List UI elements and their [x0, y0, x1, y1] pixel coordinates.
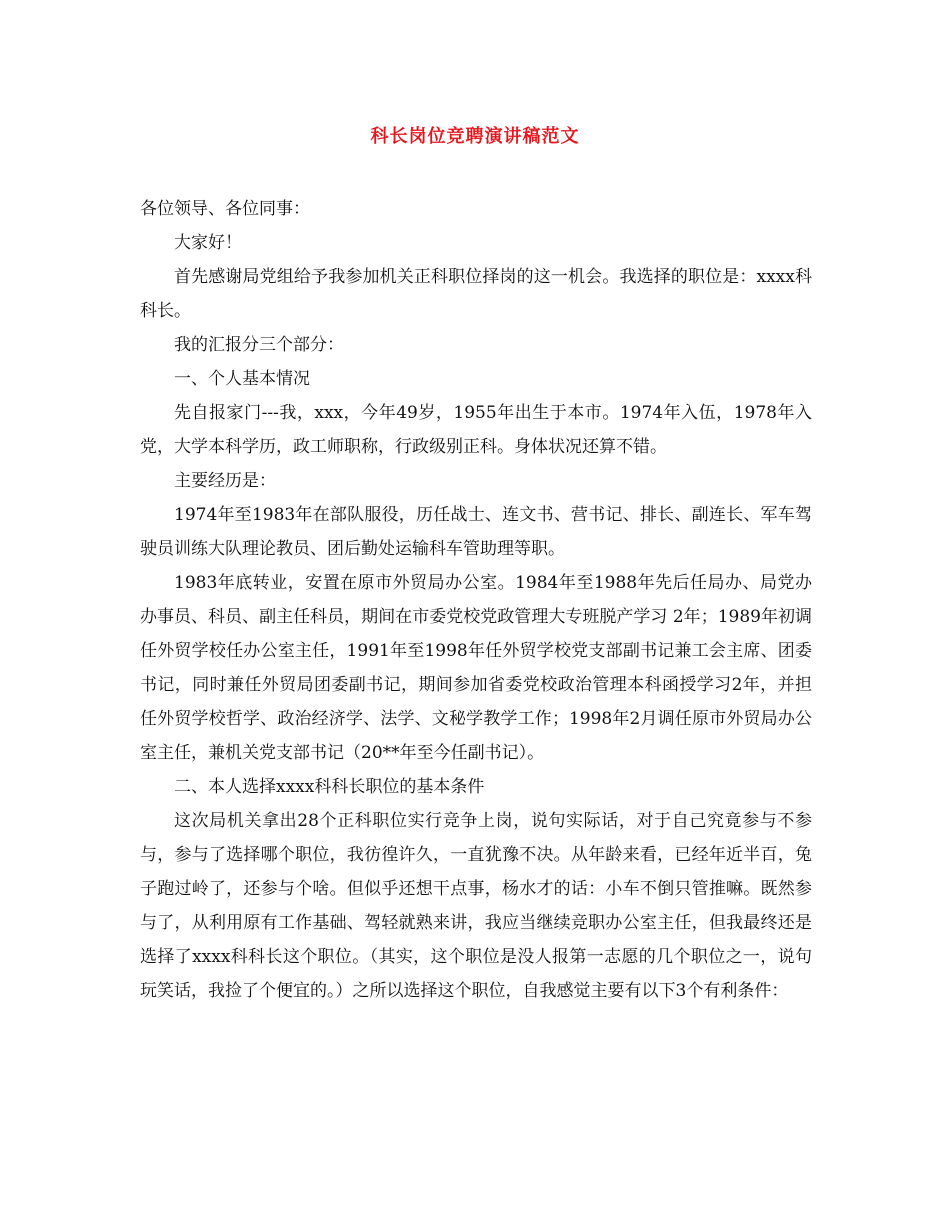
document-title: 科长岗位竞聘演讲稿范文 [370, 126, 580, 147]
paragraph: 主要经历是： [174, 471, 276, 491]
paragraph: 首先感谢局党组给予我参加机关正科职位择岗的这一机会。我选择的职位是：xxxx科科长。 [140, 267, 812, 321]
paragraph: 1974年至1983年在部队服役，历任战士、连文书、营书记、排长、副连长、军车驾驶员训练大队理论教员、团后勤处运输科车管助理等职。 [140, 505, 812, 559]
salutation: 各位领导、各位同事： [140, 199, 310, 219]
paragraph: 1983年底转业，安置在原市外贸局办公室。1984年至1988年先后任局办、局党办办事员、科员、副主任科员，期间在市委党校党政管理大专班脱产学习 2年；1989年初调任外贸学校任办公室主任，1991年至1998年任外贸学校党支部副书记兼工会主席、团委书记，同时兼任外贸局团委副书记，期间参加省委党校政治管理本科函授学习2年，并担任外贸学校哲学、政治经济学、法学、文秘学教学工作；1998年2月调任原市外贸局办公室主任，兼机关党支部书记（20**年至今任副书记）。 [140, 573, 812, 763]
document-body [140, 192, 812, 1008]
section-heading: 一、个人基本情况 [174, 369, 310, 389]
paragraph: 这次局机关拿出28个正科职位实行竞争上岗，说句实际话，对于自己究竟参与不参与，参与了选择哪个职位，我彷徨许久，一直犹豫不决。从年龄来看，已经年近半百，兔子跑过岭了，还参与个啥。但似乎还想干点事，杨水才的话：小车不倒只管推嘛。既然参与了，从利用原有工作基础、驾轻就熟来讲，我应当继续竞职办公室主任，但我最终还是选择了xxxx科科长这个职位。（其实，这个职位是没人报第一志愿的几个职位之一，说句玩笑话，我捡了个便宜的。）之所以选择这个职位，自我感觉主要有以下3个有利条件： [140, 811, 812, 1001]
paragraph: 先自报家门---我，xxx，今年49岁，1955年出生于本市。1974年入伍，1978年入党，大学本科学历，政工师职称，行政级别正科。身体状况还算不错。 [140, 403, 812, 457]
section-heading: 二、本人选择xxxx科科长职位的基本条件 [174, 777, 485, 797]
greeting: 大家好！ [174, 233, 242, 253]
paragraph: 我的汇报分三个部分： [174, 335, 344, 355]
